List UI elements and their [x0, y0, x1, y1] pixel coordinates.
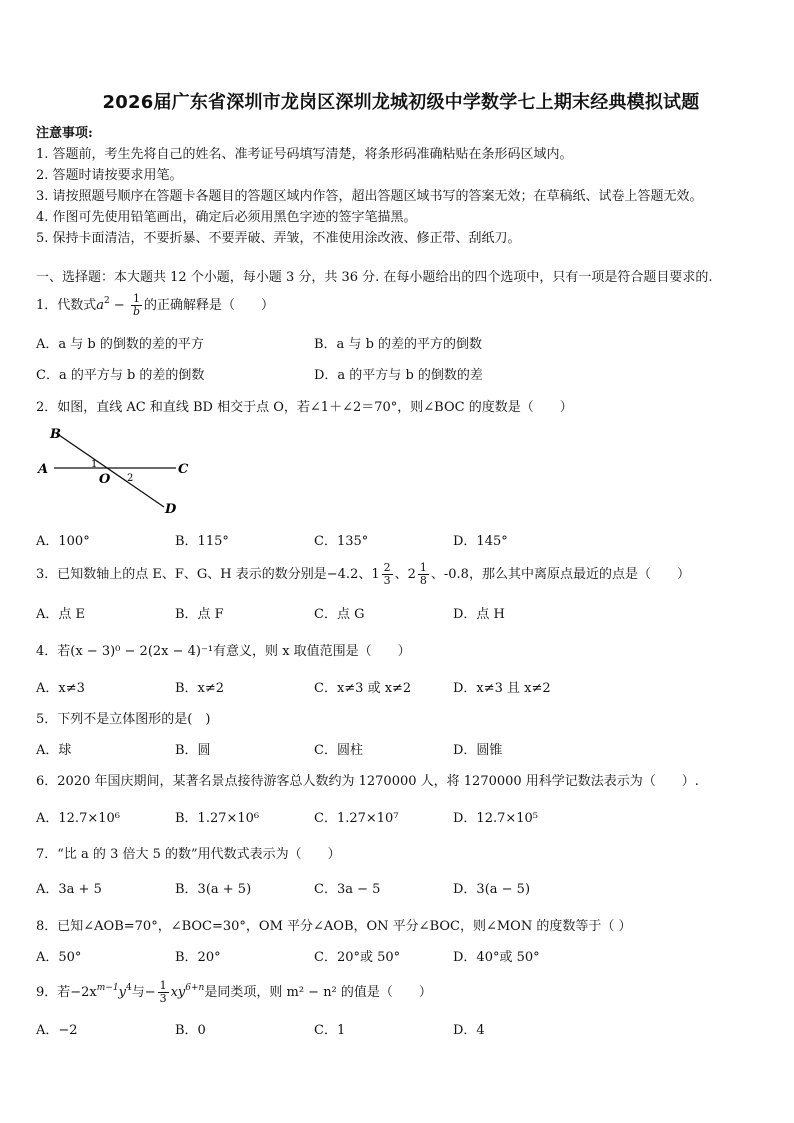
q9-option-a[interactable]: A．−2	[36, 1023, 78, 1038]
q3-option-c[interactable]: C．点 G	[314, 607, 365, 622]
label-angle-2: 2	[127, 473, 134, 484]
q4-option-c[interactable]: C．x≠3 或 x≠2	[314, 681, 412, 696]
line-bd	[56, 433, 164, 507]
notice-heading: 注意事项:	[36, 126, 93, 141]
question-4: 4．若(x − 3)⁰ − 2(2x − 4)⁻¹有意义，则 x 取值范围是（ ）	[36, 644, 411, 659]
q2-option-c[interactable]: C．135°	[314, 534, 369, 549]
q7-option-c[interactable]: C．3a − 5	[314, 882, 381, 897]
q7-option-d[interactable]: D．3(a − 5)	[453, 882, 531, 897]
q8-option-b[interactable]: B．20°	[175, 950, 221, 965]
q9-option-b[interactable]: B．0	[175, 1023, 206, 1038]
q3-fraction-1: $\frac{2}{3}$	[383, 561, 391, 587]
notice-item: 4. 作图可先使用铅笔画出，确定后必须用黑色字迹的签字笔描黑。	[36, 210, 417, 225]
q9-option-c[interactable]: C．1	[314, 1023, 346, 1038]
q6-option-a[interactable]: A．12.7×10⁶	[36, 811, 120, 826]
question-5: 5．下列不是立体图形的是( )	[36, 712, 211, 727]
q6-option-c[interactable]: C．1.27×10⁷	[314, 811, 399, 826]
question-8: 8．已知∠AOB=70°，∠BOC=30°，OM 平分∠AOB，ON 平分∠BOC，则∠MON 的度数等于（ ）	[36, 919, 632, 934]
question-9: 9．若$-2x^{m-1}y^4$与− $\frac{1}{3}$ $xy^{6+n}$是同类项，则 m² − n² 的值是（ ）	[36, 979, 432, 1005]
q1-minus: −	[109, 298, 129, 313]
q7-option-b[interactable]: B．3(a + 5)	[175, 882, 252, 897]
label-a: A	[38, 462, 49, 477]
notice-item: 2. 答题时请按要求用笔。	[36, 168, 183, 183]
q8-option-c[interactable]: C．20°或 50°	[314, 950, 401, 965]
q9-option-d[interactable]: D．4	[453, 1023, 485, 1038]
q7-option-a[interactable]: A．3a + 5	[36, 882, 102, 897]
label-b: B	[50, 427, 61, 442]
q9-fraction: $\frac{1}{3}$	[159, 979, 167, 1005]
q1-a: a	[96, 298, 105, 313]
q3-option-a[interactable]: A．点 E	[36, 607, 86, 622]
q4-option-b[interactable]: B．x≠2	[175, 681, 225, 696]
q5-option-b[interactable]: B．圆	[175, 743, 211, 758]
q1-option-c[interactable]: C．a 的平方与 b 的差的倒数	[36, 368, 205, 383]
question-7: 7．“比 a 的 3 倍大 5 的数”用代数式表示为（ ）	[36, 847, 341, 862]
label-o: O	[99, 472, 111, 487]
q2-option-a[interactable]: A．100°	[36, 534, 90, 549]
q8-option-a[interactable]: A．50°	[36, 950, 82, 965]
question-2: 2．如图，直线 AC 和直线 BD 相交于点 O，若∠1＋∠2＝70°，则∠BOC 的度数是（ ）	[36, 400, 573, 415]
q1-suffix: 的正确解释是（ ）	[144, 298, 275, 313]
q2-option-d[interactable]: D．145°	[453, 534, 508, 549]
q5-option-d[interactable]: D．圆锥	[453, 743, 503, 758]
q1-prefix: 1．代数式	[36, 298, 97, 313]
q6-option-d[interactable]: D．12.7×10⁵	[453, 811, 539, 826]
q5-option-a[interactable]: A．球	[36, 743, 72, 758]
question-1: 1．代数式$a^2$ − $\frac{1}{b}$ 的正确解释是（ ）	[36, 292, 275, 318]
q2-option-b[interactable]: B．115°	[175, 534, 229, 549]
q3-fraction-2: $\frac{1}{8}$	[419, 561, 427, 587]
label-d: D	[165, 502, 177, 517]
q4-option-d[interactable]: D．x≠3 且 x≠2	[453, 681, 551, 696]
page-title: 2026届广东省深圳市龙岗区深圳龙城初级中学数学七上期末经典模拟试题	[102, 92, 700, 113]
q4-option-a[interactable]: A．x≠3	[36, 681, 85, 696]
label-c: C	[178, 462, 189, 477]
q1-option-d[interactable]: D．a 的平方与 b 的倒数的差	[314, 368, 483, 383]
q6-option-b[interactable]: B．1.27×10⁶	[175, 811, 260, 826]
label-angle-1: 1	[91, 459, 98, 470]
notice-item: 5. 保持卡面清洁，不要折暴、不要弄破、弄皱，不准使用涂改液、修正带、刮纸刀。	[36, 231, 521, 246]
notice-item: 1. 答题前，考生先将自己的姓名、准考证号码填写清楚，将条形码准确粘贴在条形码区域内。	[36, 147, 573, 162]
q2-figure	[36, 425, 206, 517]
question-3: 3．已知数轴上的点 E、F、G、H 表示的数分别是−4.2、1 $\frac{2}{3}$ 、2 $\frac{1}{8}$ 、-0.8，那么其中离原点最近的点是（ ）	[36, 561, 690, 587]
question-6: 6．2020 年国庆期间，某著名景点接待游客总人数约为 1270000 人，将 1270000 用科学记数法表示为（ ）.	[36, 774, 699, 789]
q3-option-d[interactable]: D．点 H	[453, 607, 505, 622]
section-heading: 一、选择题：本大题共 12 个小题，每小题 3 分，共 36 分. 在每小题给出的四个选项中，只有一项是符合题目要求的.	[36, 270, 713, 285]
q1-option-a[interactable]: A．a 与 b 的倒数的差的平方	[36, 337, 204, 352]
q1-fraction: $\frac{1}{b}$	[132, 292, 140, 318]
q8-option-d[interactable]: D．40°或 50°	[453, 950, 540, 965]
q3-option-b[interactable]: B．点 F	[175, 607, 224, 622]
q5-option-c[interactable]: C．圆柱	[314, 743, 363, 758]
q1-option-b[interactable]: B．a 与 b 的差的平方的倒数	[314, 337, 483, 352]
notice-item: 3. 请按照题号顺序在答题卡各题目的答题区域内作答，超出答题区域书写的答案无效；在草稿纸、试卷上答题无效。	[36, 189, 703, 204]
